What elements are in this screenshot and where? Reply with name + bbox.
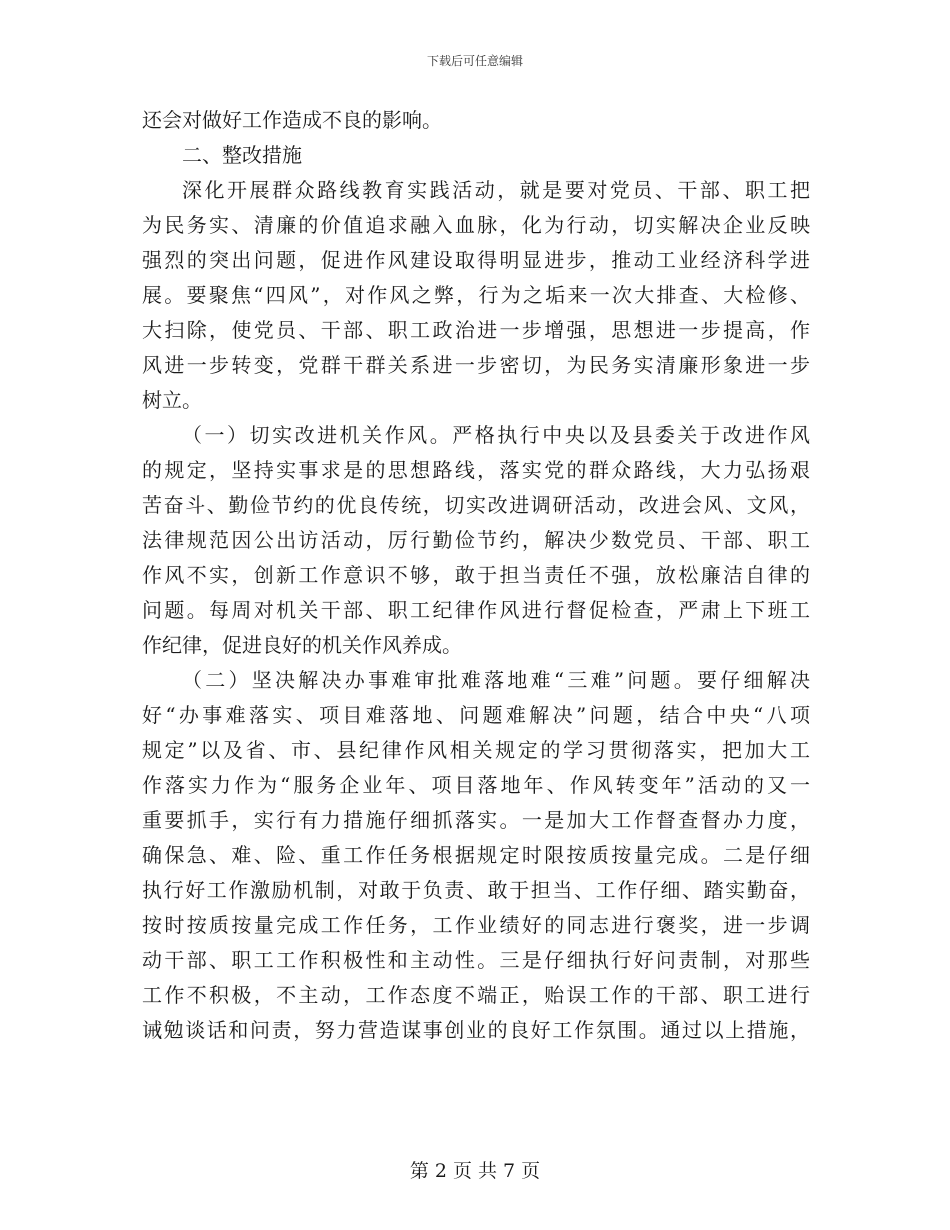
text-line: 确保急、难、险、重工作任务根据规定时限按质按量完成。二是仔细	[142, 843, 810, 867]
text-line: 二、整改措施	[182, 143, 302, 167]
text-line: 强烈的突出问题，促进作风建设取得明显进步，推动工业经济科学进	[142, 248, 810, 272]
page-footer-page-number: 第 2 页 共 7 页	[409, 1160, 541, 1182]
text-line: 风进一步转变，党群干群关系进一步密切，为民务实清廉形象进一步	[142, 353, 810, 377]
text-line: 规定”以及省、市、县纪律作风相关规定的学习贯彻落实，把加大工	[142, 738, 810, 762]
text-line: 执行好工作激励机制，对敢于负责、敢于担当、工作仔细、踏实勤奋，	[142, 878, 810, 902]
text-line: 动干部、职工工作积极性和主动性。三是仔细执行好问责制，对那些	[142, 948, 810, 972]
text-line: 重要抓手，实行有力措施仔细抓落实。一是加大工作督查督办力度，	[142, 808, 810, 832]
text-line: （二）坚决解决办事难审批难落地难“三难”问题。要仔细解决	[182, 668, 810, 692]
text-line: 大扫除，使党员、干部、职工政治进一步增强，思想进一步提高，作	[142, 318, 810, 342]
text-line: 展。要聚焦“四风”，对作风之弊，行为之垢来一次大排查、大检修、	[142, 283, 810, 307]
text-line: 为民务实、清廉的价值追求融入血脉，化为行动，切实解决企业反映	[142, 213, 810, 237]
text-line: （一）切实改进机关作风。严格执行中央以及县委关于改进作风	[182, 423, 810, 447]
text-line: 问题。每周对机关干部、职工纪律作风进行督促检查，严肃上下班工	[142, 598, 810, 622]
text-line: 按时按质按量完成工作任务，工作业绩好的同志进行褒奖，进一步调	[142, 913, 810, 937]
text-line: 作风不实，创新工作意识不够，敢于担当责任不强，放松廉洁自律的	[142, 563, 810, 587]
text-line: 法律规范因公出访活动，厉行勤俭节约，解决少数党员、干部、职工	[142, 528, 810, 552]
text-line: 工作不积极，不主动，工作态度不端正，贻误工作的干部、职工进行	[142, 983, 810, 1007]
text-line: 深化开展群众路线教育实践活动，就是要对党员、干部、职工把	[182, 178, 810, 202]
text-line: 苦奋斗、勤俭节约的优良传统，切实改进调研活动，改进会风、文风，	[142, 493, 810, 517]
text-line: 作纪律，促进良好的机关作风养成。	[142, 633, 462, 657]
text-line: 诫勉谈话和问责，努力营造谋事创业的良好工作氛围。通过以上措施，	[142, 1018, 810, 1042]
text-line: 的规定，坚持实事求是的思想路线，落实党的群众路线，大力弘扬艰	[142, 458, 810, 482]
page-header-note: 下载后可任意编辑	[426, 54, 523, 68]
text-line: 树立。	[142, 388, 202, 412]
document-body	[142, 103, 810, 1048]
text-line: 好“办事难落实、项目难落地、问题难解决”问题，结合中央“八项	[142, 703, 810, 727]
text-line: 还会对做好工作造成不良的影响。	[142, 108, 442, 132]
text-line: 作落实力作为“服务企业年、项目落地年、作风转变年”活动的又一	[142, 773, 810, 797]
